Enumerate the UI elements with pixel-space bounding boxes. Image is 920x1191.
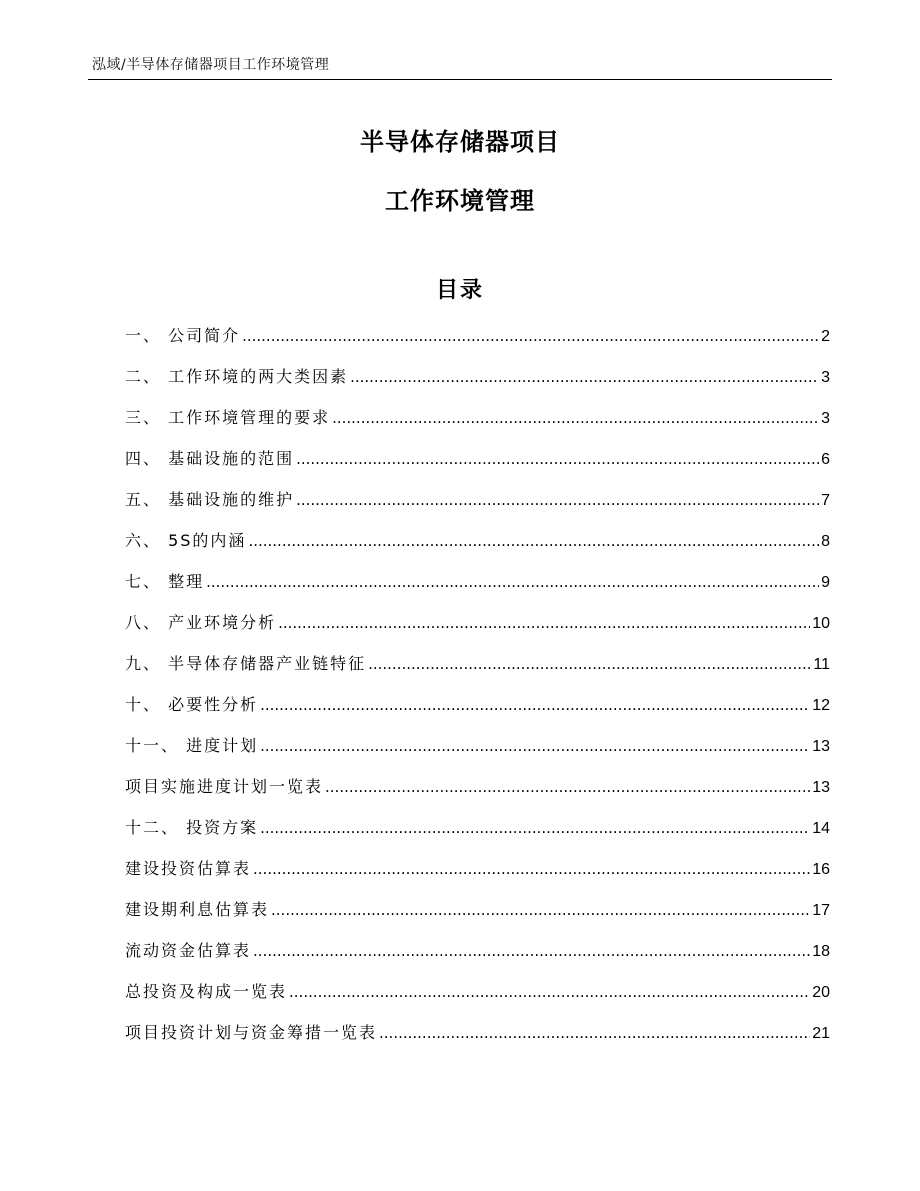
toc-entry-label: 十一、 进度计划 [125,736,259,755]
toc-entry-1[interactable] [125,364,830,405]
toc-entry-page: 20 [812,984,830,1001]
toc-entry-page: 9 [821,574,830,591]
toc-entry-label: 七、 整理 [125,572,205,591]
toc-entry-9[interactable] [125,692,830,733]
toc-entry-0[interactable] [125,323,830,364]
dot-leader [253,860,810,878]
toc-entry-page: 13 [812,779,830,796]
toc-entry-label: 六、 5S的内涵 [125,531,247,550]
dot-leader [368,655,811,673]
dot-leader [242,327,819,345]
dot-leader [253,942,810,960]
dot-leader [278,614,810,632]
toc-entry-page: 2 [821,328,830,345]
toc-entry-10[interactable] [125,733,830,774]
toc-entry-label: 二、 工作环境的两大类因素 [125,367,349,386]
toc-entry-11[interactable] [125,774,830,815]
dot-leader [289,983,810,1001]
toc-entry-label: 总投资及构成一览表 [125,982,288,1001]
dot-leader [350,368,819,386]
dot-leader [332,409,819,427]
dot-leader [296,450,819,468]
toc-entry-page: 21 [812,1025,830,1042]
toc-entry-page: 18 [812,943,830,960]
document-title-line-2: 工作环境管理 [385,187,535,215]
toc-entry-5[interactable] [125,528,830,569]
toc-entry-label: 建设期利息估算表 [125,900,270,919]
toc-entry-16[interactable] [125,979,830,1020]
toc-entry-label: 建设投资估算表 [125,859,252,878]
dot-leader [260,737,810,755]
toc-entry-14[interactable] [125,897,830,938]
dot-leader [325,778,810,796]
toc-entry-label: 项目实施进度计划一览表 [125,777,324,796]
toc-entry-page: 3 [821,369,830,386]
dot-leader [260,696,810,714]
document-title-line-1: 半导体存储器项目 [360,128,560,156]
dot-leader [248,532,819,550]
toc-entry-label: 三、 工作环境管理的要求 [125,408,331,427]
toc-entry-label: 五、 基础设施的维护 [125,490,295,509]
dot-leader [260,819,810,837]
toc-entry-7[interactable] [125,610,830,651]
dot-leader [271,901,810,919]
toc-entry-4[interactable] [125,487,830,528]
toc-entry-2[interactable] [125,405,830,446]
toc-entry-label: 十二、 投资方案 [125,818,259,837]
dot-leader [379,1024,810,1042]
toc-entry-12[interactable] [125,815,830,856]
toc-entry-page: 13 [812,738,830,755]
toc-entry-3[interactable] [125,446,830,487]
dot-leader [296,491,819,509]
header-rule [88,79,832,80]
dot-leader [206,573,819,591]
toc-entry-label: 十、 必要性分析 [125,695,259,714]
table-of-contents [125,323,830,1061]
toc-entry-label: 八、 产业环境分析 [125,613,277,632]
toc-entry-15[interactable] [125,938,830,979]
toc-entry-label: 项目投资计划与资金筹措一览表 [125,1023,378,1042]
toc-heading: 目录 [435,278,484,303]
toc-entry-page: 8 [821,533,830,550]
toc-entry-page: 16 [812,861,830,878]
toc-entry-label: 流动资金估算表 [125,941,252,960]
toc-entry-page: 17 [812,902,830,919]
running-header: 泓域/半导体存储器项目工作环境管理 [92,57,330,73]
toc-entry-page: 11 [813,656,830,673]
toc-entry-6[interactable] [125,569,830,610]
toc-entry-label: 一、 公司简介 [125,326,241,345]
toc-entry-17[interactable] [125,1020,830,1061]
toc-entry-8[interactable] [125,651,830,692]
toc-entry-page: 3 [821,410,830,427]
toc-entry-page: 6 [821,451,830,468]
toc-entry-page: 12 [812,697,830,714]
toc-entry-label: 四、 基础设施的范围 [125,449,295,468]
toc-entry-label: 九、 半导体存储器产业链特征 [125,654,367,673]
toc-entry-page: 10 [812,615,830,632]
toc-entry-13[interactable] [125,856,830,897]
toc-entry-page: 7 [821,492,830,509]
toc-entry-page: 14 [812,820,830,837]
